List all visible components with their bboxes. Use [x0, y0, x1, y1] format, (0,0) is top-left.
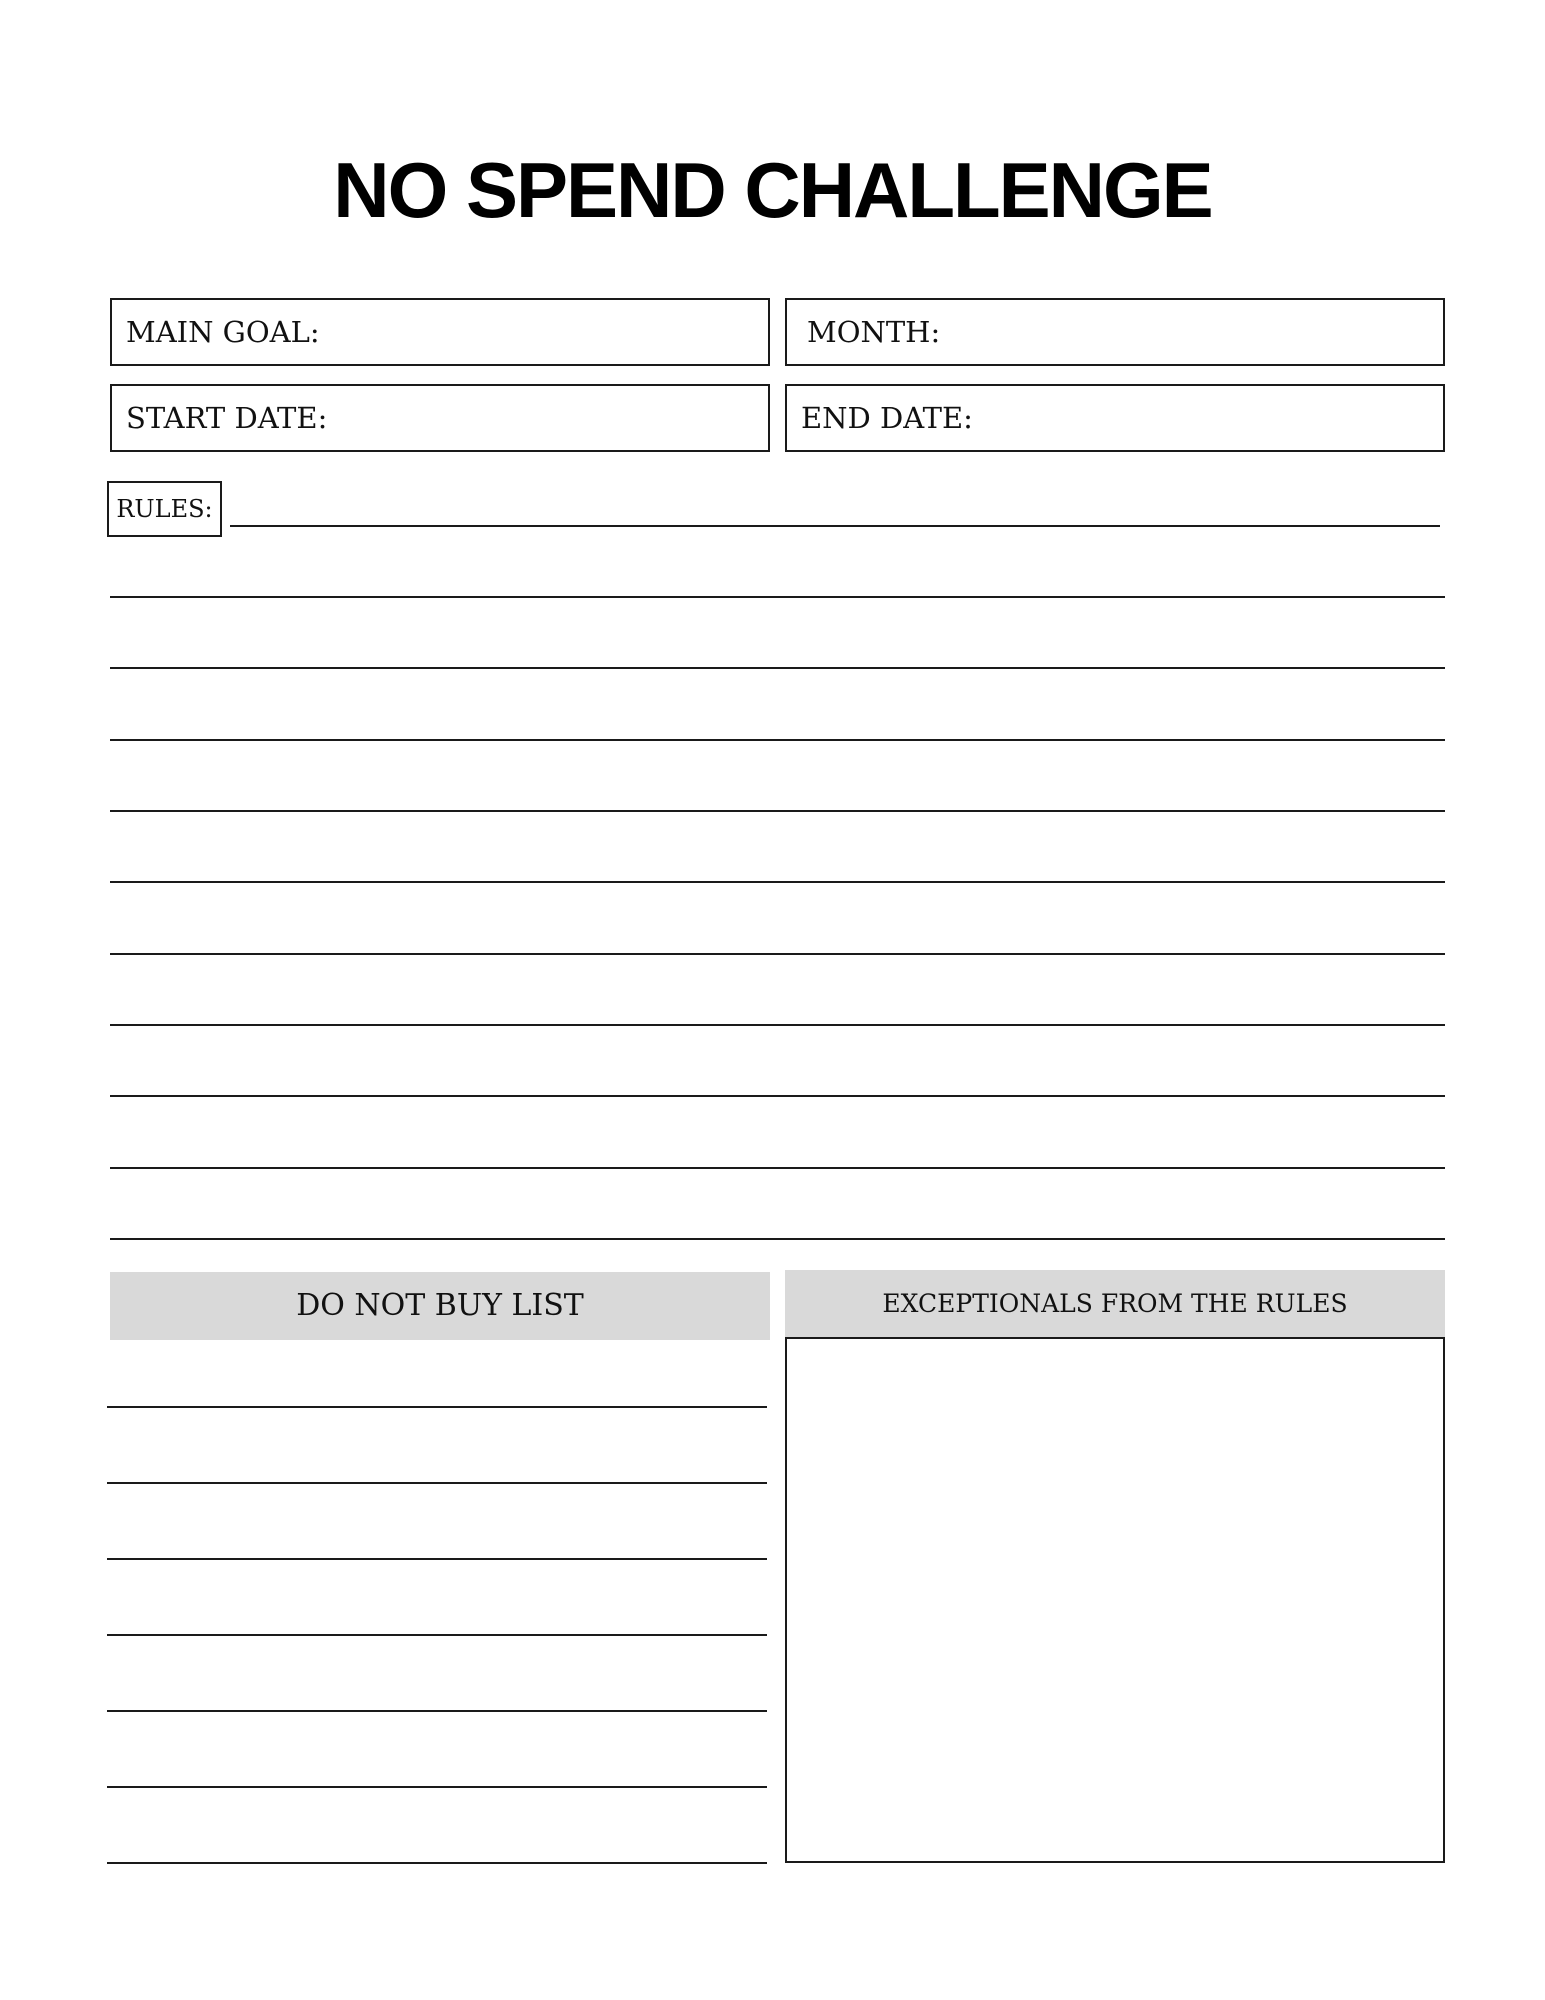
rules-line[interactable]	[110, 953, 1445, 955]
do-not-buy-line[interactable]	[107, 1558, 767, 1560]
start-date-label: START DATE:	[126, 401, 328, 435]
start-date-field[interactable]	[110, 384, 770, 452]
rules-line[interactable]	[230, 525, 1440, 527]
month-field[interactable]	[785, 298, 1445, 366]
rules-line[interactable]	[110, 739, 1445, 741]
rules-line[interactable]	[110, 881, 1445, 883]
rules-line[interactable]	[110, 1238, 1445, 1240]
do-not-buy-line[interactable]	[107, 1406, 767, 1408]
do-not-buy-header	[110, 1272, 770, 1340]
exceptions-header	[785, 1270, 1445, 1338]
do-not-buy-line[interactable]	[107, 1786, 767, 1788]
exceptions-title: EXCEPTIONALS FROM THE RULES	[882, 1289, 1348, 1318]
rules-line[interactable]	[110, 1167, 1445, 1169]
main-goal-field[interactable]	[110, 298, 770, 366]
exceptions-writing-area[interactable]	[785, 1337, 1445, 1863]
do-not-buy-line[interactable]	[107, 1862, 767, 1864]
do-not-buy-line[interactable]	[107, 1710, 767, 1712]
rules-line[interactable]	[110, 596, 1445, 598]
rules-label-box	[107, 481, 222, 537]
main-goal-label: MAIN GOAL:	[126, 315, 320, 349]
rules-line[interactable]	[110, 810, 1445, 812]
end-date-field[interactable]	[785, 384, 1445, 452]
do-not-buy-line[interactable]	[107, 1482, 767, 1484]
page-title: NO SPEND CHALLENGE	[333, 146, 1212, 234]
month-label: MONTH:	[807, 315, 941, 349]
do-not-buy-line[interactable]	[107, 1634, 767, 1636]
rules-label: RULES:	[116, 495, 213, 523]
end-date-label: END DATE:	[801, 401, 973, 435]
rules-line[interactable]	[110, 667, 1445, 669]
rules-line[interactable]	[110, 1095, 1445, 1097]
do-not-buy-title: DO NOT BUY LIST	[296, 1288, 584, 1323]
rules-line[interactable]	[110, 1024, 1445, 1026]
